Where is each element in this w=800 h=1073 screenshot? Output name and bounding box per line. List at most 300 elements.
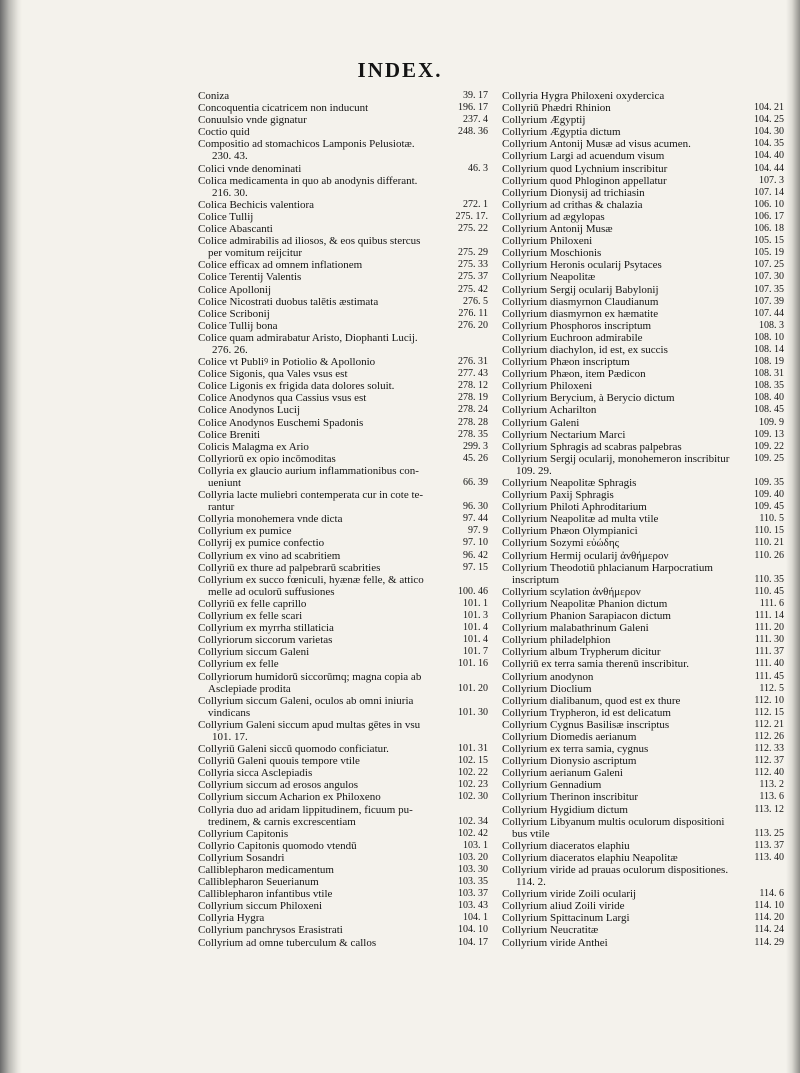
index-entry [198, 707, 488, 719]
index-entry [198, 816, 488, 828]
index-entry [502, 562, 784, 574]
index-entry [502, 392, 784, 404]
index-entry-text: Collyrium Philoti Aphroditarium [502, 501, 647, 514]
index-entry-text: Colice Ligonis ex frigida data dolores soluit. [198, 380, 395, 393]
index-entry-page: 104. 25 [754, 114, 784, 126]
index-entry [502, 235, 784, 247]
index-entry [198, 332, 488, 344]
index-entry-text: vindicans [208, 706, 251, 719]
index-entry-page: 105. 15 [754, 235, 784, 247]
index-entry [198, 525, 488, 537]
index-entry-text: Collyrium viride ad prauas oculorum dispositiones. [502, 864, 729, 876]
index-entry-page: 278. 28 [458, 416, 488, 428]
index-entry-text: Collyrium malabathrinum Galeni [502, 622, 649, 635]
index-entry-page: 112. 37 [754, 755, 784, 767]
index-entry-page: 110. 5 [759, 513, 784, 525]
index-entry [198, 900, 488, 912]
index-entry-text: Colice admirabilis ad iliosos, & eos quibus stercus [198, 235, 421, 248]
index-entry-text: Colice Abascanti [198, 223, 273, 236]
index-entry [502, 175, 784, 187]
index-column-right [502, 90, 784, 949]
index-entry-text: Collyrium Galeni [502, 416, 580, 429]
index-entry-page: 97. 9 [468, 525, 488, 537]
index-entry-text: Colice quam admirabatur Aristo, Diophanti Lucij. [198, 331, 418, 344]
index-entry [198, 586, 488, 598]
index-entry-text: Collyriū Galeni siccū quomodo conficiatur. [198, 743, 389, 756]
index-entry-text: Collyrium Berycium, à Berycio dictum [502, 392, 675, 405]
index-entry-page: 114. 20 [754, 912, 784, 924]
index-entry-text: Collyrium viride Anthei [502, 936, 608, 949]
index-entry-page: 101. 20 [458, 682, 488, 694]
index-entry-page: 276. 11 [458, 307, 488, 319]
index-entry-page: 275. 17. [455, 210, 488, 222]
index-entry-text: tredinem, & carnis excrescentiam [208, 815, 356, 828]
index-entry [198, 731, 488, 743]
index-entry [198, 126, 488, 138]
index-entry-text: Collyrium Sozymi εὐώδης [502, 537, 619, 550]
index-entry-text: Collyriorum siccorum varietas [198, 634, 333, 647]
index-entry-text: 216. 30. [212, 186, 248, 199]
index-entry-page: 111. 14 [754, 610, 784, 622]
index-entry [198, 477, 488, 489]
index-entry-page: 114. 24 [754, 924, 784, 936]
index-entry-page: 96. 30 [463, 501, 488, 513]
index-entry-text: Collyrium album Trypherum dicitur [502, 646, 661, 659]
index-entry-page: 102. 30 [458, 791, 488, 803]
index-entry [198, 646, 488, 658]
page-binding-shadow-left [0, 0, 22, 1073]
index-entry [198, 888, 488, 900]
index-entry-text: Collyrium Antonij Musæ ad visus acumen. [502, 138, 691, 151]
index-entry-page: 299. 3 [463, 440, 488, 452]
index-entry [502, 163, 784, 175]
index-entry [502, 199, 784, 211]
index-entry-page: 111. 37 [754, 646, 784, 658]
index-entry [198, 550, 488, 562]
index-entry-page: 113. 40 [754, 851, 784, 863]
index-entry-page: 46. 3 [468, 162, 488, 174]
index-entry-text: Collyrium Capitonis [198, 827, 289, 840]
index-entry-text: Collyrium Philoxeni [502, 235, 593, 248]
index-entry-page: 109. 22 [754, 440, 784, 452]
index-entry-page: 111. 6 [759, 597, 784, 609]
index-entry [502, 223, 784, 235]
index-entry-text: Collyrium aliud Zoili viride [502, 900, 625, 913]
index-entry-page: 103. 20 [458, 851, 488, 863]
index-entry-text: Collyriorū ex opio incōmoditas [198, 452, 336, 465]
index-entry-page: 275. 33 [458, 259, 488, 271]
index-entry [198, 259, 488, 271]
index-entry-text: Collyrium Heronis ocularij Psytaces [502, 259, 662, 272]
index-entry-page: 107. 44 [754, 307, 784, 319]
index-entry-text: Collyriū Phædri Rhinion [502, 102, 611, 115]
index-entry-text: 114. 2. [516, 876, 546, 889]
index-entry-text: Collyrium Trypheron, id est delicatum [502, 706, 671, 719]
index-entry-text: Collyrium Sphragis ad scabras palpebras [502, 440, 682, 453]
index-entry-page: 276. 20 [458, 319, 488, 331]
index-entry-page: 102. 23 [458, 779, 488, 791]
index-entry [198, 211, 488, 223]
index-entry [198, 404, 488, 416]
index-entry-text: Colicis Malagma ex Ario [198, 440, 309, 453]
index-entry [198, 320, 488, 332]
index-entry-page: 114. 29 [754, 936, 784, 948]
index-entry [502, 453, 784, 465]
index-entry-page: 108. 31 [754, 368, 784, 380]
index-entry [502, 259, 784, 271]
index-entry-page: 278. 19 [458, 392, 488, 404]
index-entry-page: 108. 40 [754, 392, 784, 404]
index-entry [198, 247, 488, 259]
index-entry [198, 852, 488, 864]
index-entry [502, 126, 784, 138]
index-entry [502, 671, 784, 683]
index-entry-page: 248. 36 [458, 126, 488, 138]
index-entry [198, 308, 488, 320]
index-entry-text: Collyrium dialibanum, quod est ex thure [502, 694, 681, 707]
index-entry [198, 513, 488, 525]
index-entry-text: Collyrium Sosandri [198, 851, 285, 864]
index-entry-text: Colice Nicostrati duobus talētis æstimata [198, 295, 379, 308]
index-entry [502, 308, 784, 320]
index-entry [502, 743, 784, 755]
index-entry-text: Collyrium panchrysos Erasistrati [198, 924, 343, 937]
index-entry [198, 622, 488, 634]
index-entry [502, 586, 784, 598]
index-entry-text: Collyrium ex succo fœniculi, hyænæ felle, & attico [198, 573, 424, 586]
index-entry-page: 104. 44 [754, 162, 784, 174]
index-entry [198, 465, 488, 477]
index-entry [502, 574, 784, 586]
index-entry [198, 755, 488, 767]
index-entry [198, 489, 488, 501]
index-entry-page: 278. 12 [458, 380, 488, 392]
index-entry [502, 864, 784, 876]
index-entry [198, 90, 488, 102]
index-entry [502, 598, 784, 610]
index-entry-page: 110. 15 [754, 525, 784, 537]
index-entry-text: Collyrium Largi ad acuendum visum [502, 150, 665, 163]
index-entry-text: Collyrium Paxij Sphragis [502, 489, 614, 502]
index-entry-page: 96. 42 [463, 549, 488, 561]
index-entry-text: Collyrium diaceratos elaphiu [502, 839, 630, 852]
index-entry [502, 211, 784, 223]
index-entry-text: Colice efficax ad omnem inflationem [198, 259, 363, 272]
index-entry-page: 105. 19 [754, 247, 784, 259]
index-entry-text: Compositio ad stomachicos Lamponis Pelusiotæ. [198, 138, 415, 151]
index-entry-text: Collyrium Dionysio ascriptum [502, 755, 637, 768]
index-entry [502, 804, 784, 816]
index-entry [502, 271, 784, 283]
index-entry-text: Collyrium Phosphoros inscriptum [502, 319, 652, 332]
index-entry [502, 404, 784, 416]
index-entry-text: Collyrium Euchroon admirabile [502, 331, 643, 344]
index-entry [502, 937, 784, 949]
index-entry-page: 97. 15 [463, 561, 488, 573]
index-entry [502, 380, 784, 392]
index-entry-page: 276. 31 [458, 356, 488, 368]
index-entry-text: Colice Sigonis, qua Vales vsus est [198, 368, 348, 381]
index-entry [502, 114, 784, 126]
index-entry-page: 102. 22 [458, 767, 488, 779]
index-entry [502, 646, 784, 658]
index-entry-page: 277. 43 [458, 368, 488, 380]
index-entry [198, 937, 488, 949]
index-entry [502, 634, 784, 646]
index-entry-text: 230. 43. [212, 150, 248, 163]
index-entry-page: 113. 12 [754, 803, 784, 815]
index-entry-page: 111. 30 [754, 634, 784, 646]
index-entry [198, 924, 488, 936]
index-entry-text: Collyrium Galeni siccum apud multas gētes in vsu [198, 718, 421, 731]
index-entry [502, 320, 784, 332]
index-entry-text: 101. 17. [212, 730, 248, 743]
index-entry-text: Colice Anodynos qua Cassius vsus est [198, 392, 367, 405]
index-entry-text: Collyria sicca Asclepiadis [198, 767, 313, 780]
index-entry [198, 284, 488, 296]
index-entry-page: 109. 9 [759, 416, 784, 428]
index-entry-text: Asclepiade prodita [208, 682, 291, 695]
index-entry [502, 102, 784, 114]
index-entry [198, 779, 488, 791]
index-entry-page: 113. 25 [754, 827, 784, 839]
index-entry-text: Collyrium Nectarium Marci [502, 428, 626, 441]
index-entry-text: Colice Scribonij [198, 307, 270, 320]
index-entry [198, 743, 488, 755]
index-entry-page: 112. 15 [754, 706, 784, 718]
index-entry-text: Collyrium ad ægylopas [502, 210, 605, 223]
index-entry-page: 107. 30 [754, 271, 784, 283]
index-entry-text: Collyrium diasmyrnon ex hæmatite [502, 307, 659, 320]
index-entry [502, 779, 784, 791]
index-entry-text: Collyrium Dioclium [502, 682, 592, 695]
index-entry [198, 138, 488, 150]
index-entry-page: 101. 1 [463, 597, 488, 609]
index-entry-page: 108. 14 [754, 343, 784, 355]
index-entry-text: Collyrium siccum Galeni, oculos ab omni iniuria [198, 694, 414, 707]
page-edge-shadow-right [786, 0, 800, 1073]
index-entry [198, 501, 488, 513]
index-entry [198, 767, 488, 779]
index-entry-text: Collyrium Neapolitæ [502, 271, 596, 284]
index-entry-text: per vomitum reijcitur [208, 247, 303, 260]
index-entry-page: 97. 44 [463, 513, 488, 525]
index-entry-text: Collyrium Hygidium dictum [502, 803, 628, 816]
index-entry [502, 537, 784, 549]
index-entry-page: 113. 37 [754, 839, 784, 851]
index-entry-page: 107. 35 [754, 283, 784, 295]
index-entry-page: 106. 17 [754, 210, 784, 222]
index-entry-page: 109. 25 [754, 452, 784, 464]
index-entry [502, 695, 784, 707]
index-entry-text: Collyrium Acharilton [502, 404, 597, 417]
index-entry-page: 101. 31 [458, 743, 488, 755]
index-entry-page: 104. 1 [463, 912, 488, 924]
index-entry-page: 104. 17 [458, 936, 488, 948]
index-entry-text: Collyrium Gennadium [502, 779, 602, 792]
index-entry-page: 108. 45 [754, 404, 784, 416]
index-entry-page: 272. 1 [463, 198, 488, 210]
index-entry [198, 695, 488, 707]
index-entry [198, 356, 488, 368]
index-entry-text: 276. 26. [212, 343, 248, 356]
index-entry [502, 344, 784, 356]
index-entry [502, 477, 784, 489]
index-entry [198, 114, 488, 126]
index-entry-text: Collyrium Spittacinum Largi [502, 912, 630, 925]
index-entry-page: 110. 35 [754, 573, 784, 585]
index-entry-text: Collyrium Neapolitæ Sphragis [502, 477, 637, 489]
index-entry-text: Calliblepharon medicamentum [198, 864, 334, 876]
index-entry-page: 103. 35 [458, 876, 488, 888]
index-entry-text: Collyrium quod Phloginon appellatur [502, 174, 667, 187]
index-entry [198, 368, 488, 380]
index-entry-text: Collyrium diasmyrnon Claudianum [502, 295, 659, 308]
index-entry-page: 102. 34 [458, 815, 488, 827]
index-entry-text: Collyrium viride Zoili ocularij [502, 888, 637, 901]
index-entry-text: Collyria duo ad aridam lippitudinem, ficuum pu- [198, 803, 413, 816]
index-entry [502, 852, 784, 864]
index-entry [198, 392, 488, 404]
index-entry-page: 109. 40 [754, 489, 784, 501]
index-entry-text: Collyrium ex terra samia, cygnus [502, 743, 649, 756]
index-entry-text: ueniunt [208, 477, 241, 489]
index-entry [198, 791, 488, 803]
index-entry [502, 465, 784, 477]
index-entry [502, 150, 784, 162]
index-entry [198, 417, 488, 429]
index-entry-text: Collyrium Phæon inscriptum [502, 356, 630, 369]
index-entry-page: 101. 4 [463, 634, 488, 646]
index-entry-text: Collyrium Neapolitæ Phanion dictum [502, 597, 668, 610]
index-entry-text: Colice Apollonij [198, 283, 272, 296]
index-entry-text: Conuulsio vnde gignatur [198, 114, 307, 127]
index-entry [198, 719, 488, 731]
index-entry [198, 912, 488, 924]
index-entry [502, 525, 784, 537]
index-entry-text: Collyrium ex myrrha stillaticia [198, 622, 334, 635]
index-entry [198, 634, 488, 646]
index-entry-page: 237. 4 [463, 114, 488, 126]
index-entry [502, 417, 784, 429]
index-entry-text: Collyrium Cygnus Basilisæ inscriptus [502, 718, 670, 731]
index-entry-text: Collyrium ex felle [198, 658, 279, 671]
index-entry [198, 574, 488, 586]
index-entry-page: 108. 35 [754, 380, 784, 392]
index-entry-page: 104. 30 [754, 126, 784, 138]
index-entry-page: 110. 26 [754, 549, 784, 561]
index-entry-page: 107. 39 [754, 295, 784, 307]
index-entry-text: bus vtile [512, 827, 550, 840]
index-entry [198, 199, 488, 211]
index-entry-page: 101. 4 [463, 622, 488, 634]
index-entry-page: 100. 46 [458, 585, 488, 597]
index-entry-text: Colice Tullij bona [198, 319, 278, 332]
index-entry [502, 429, 784, 441]
index-entry [198, 344, 488, 356]
index-entry [502, 356, 784, 368]
index-entry [198, 610, 488, 622]
index-entry-text: Collyriorum humidorū siccorūmq; magna copia ab [198, 670, 422, 683]
index-entry-page: 108. 19 [754, 356, 784, 368]
index-entry-text: Collyrium ex vino ad scabritiem [198, 549, 341, 562]
index-entry-text: Collyrium aerianum Galeni [502, 767, 623, 780]
index-entry-text: rantur [208, 501, 235, 514]
index-entry [198, 223, 488, 235]
index-entry-text: Collyria Hygra [198, 912, 265, 925]
index-entry [198, 271, 488, 283]
index-entry-page: 275. 37 [458, 271, 488, 283]
index-entry-page: 278. 24 [458, 404, 488, 416]
index-entry-text: Colice Tullij [198, 210, 254, 223]
index-entry-text: Collyrium Libyanum multis oculorum dispositioni [502, 815, 725, 828]
index-entry [198, 150, 488, 162]
index-entry-page: 102. 15 [458, 755, 488, 767]
index-entry-text: Collyrium siccum Acharion ex Philoxeno [198, 791, 381, 804]
index-entry [502, 296, 784, 308]
index-entry-text: Collyrium siccum Philoxeni [198, 900, 323, 913]
index-entry-text: Collyrium siccum ad erosos angulos [198, 779, 359, 792]
index-entry [502, 247, 784, 259]
index-entry-page: 103. 43 [458, 900, 488, 912]
index-entry-text: Collyrium Phæon, item Pædicon [502, 368, 646, 381]
index-entry-page: 102. 42 [458, 827, 488, 839]
index-entry [198, 658, 488, 670]
index-entry [198, 537, 488, 549]
index-entry-page: 104. 35 [754, 138, 784, 150]
index-entry-text: Collyrium Diomedis aerianum [502, 730, 637, 743]
index-entry-page: 108. 10 [754, 331, 784, 343]
index-entry-page: 103. 30 [458, 864, 488, 875]
index-entry-text: Colica Bechicis valentiora [198, 198, 315, 211]
index-entry-page: 66. 39 [463, 477, 488, 488]
index-entry-text: inscriptum [512, 573, 560, 586]
index-entry-text: Collyrium Phæon Olympianici [502, 525, 638, 538]
index-entry [502, 840, 784, 852]
index-entry-page: 111. 40 [754, 658, 784, 670]
index-entry [198, 562, 488, 574]
index-entry-text: Collyrium Dionysij ad trichiasin [502, 186, 645, 199]
index-entry-text: Collyria ex glaucio aurium inflammationibus con- [198, 464, 419, 477]
index-entry-page: 278. 35 [458, 428, 488, 440]
index-entry [198, 235, 488, 247]
index-entry-text: Collyrio Capitonis quomodo vtendū [198, 839, 357, 852]
index-entry [198, 840, 488, 852]
index-entry [502, 501, 784, 513]
index-entry-page: 45. 26 [463, 452, 488, 464]
index-entry-page: 112. 21 [754, 718, 784, 730]
index-entry-text: Collyriū ex terra samia therenū inscribitur. [502, 658, 689, 671]
index-entry-text: Colice Breniti [198, 428, 261, 441]
index-entry-text: Collyrium Philoxeni [502, 380, 593, 393]
index-entry-page: 112. 40 [754, 767, 784, 779]
index-entry-text: Calliblepharon infantibus vtile [198, 888, 333, 901]
index-entry-page: 101. 16 [458, 658, 488, 670]
index-entry-text: Collyrium Neapolitæ ad multa vtile [502, 513, 659, 526]
index-entry [502, 332, 784, 344]
index-entry-page: 104. 10 [458, 924, 488, 936]
index-entry-text: Collyrium anodynon [502, 670, 594, 683]
index-entry-text: Collyriū ex thure ad palpebrarū scabrities [198, 561, 381, 574]
index-entry-text: Collyrium Ægyptij [502, 114, 586, 127]
index-entry-page: 101. 7 [463, 646, 488, 658]
index-entry-text: Collyrium siccum Galeni [198, 646, 310, 659]
index-entry-page: 104. 21 [754, 102, 784, 114]
index-entry [502, 610, 784, 622]
index-entry [502, 284, 784, 296]
index-entry-page: 275. 42 [458, 283, 488, 295]
index-entry [502, 513, 784, 525]
